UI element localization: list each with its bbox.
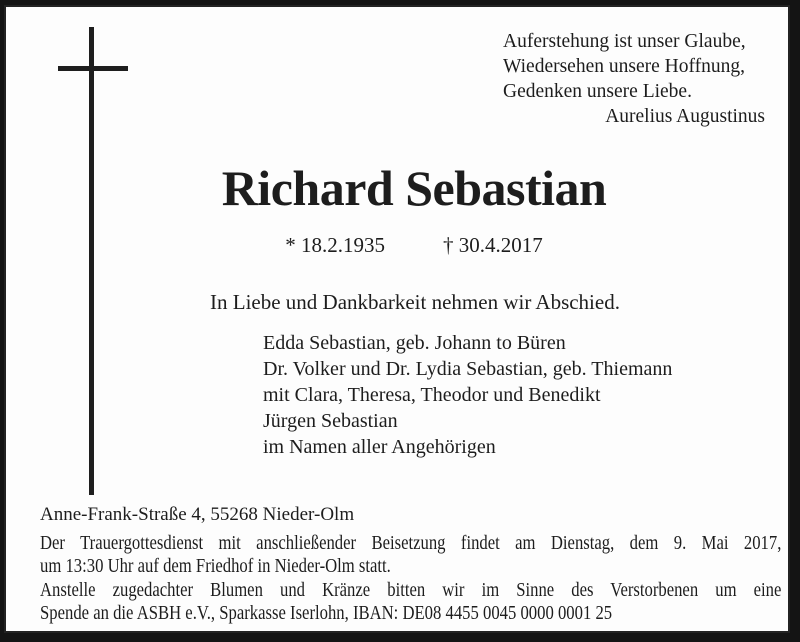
mourner-line: mit Clara, Theresa, Theodor und Benedikt — [263, 384, 601, 406]
mourner-line: Jürgen Sebastian — [263, 410, 398, 432]
donation-info-line: Anstelle zugedachter Blumen und Kränze bitten wir im Sinne des Verstorbenen um eine — [40, 579, 782, 601]
life-dates — [34, 233, 794, 258]
birth-date: * 18.2.1935 — [285, 233, 385, 257]
farewell-line: In Liebe und Dankbarkeit nehmen wir Abschied. — [210, 290, 620, 314]
mourner-line: im Namen aller Angehörigen — [263, 436, 496, 458]
donation-info-paragraph — [40, 579, 781, 625]
quote-line: Gedenken unsere Liebe. — [503, 81, 692, 102]
service-info-line: um 13:30 Uhr auf dem Friedhof in Nieder-Olm statt. — [40, 555, 391, 577]
cross-icon-vertical-bar — [89, 27, 94, 495]
mourners-list — [263, 330, 672, 460]
mourner-line: Dr. Volker und Dr. Lydia Sebastian, geb. Thiemann — [263, 358, 673, 380]
obituary-notice-card — [4, 5, 790, 633]
deceased-name: Richard Sebastian — [221, 160, 607, 216]
address-line: Anne-Frank-Straße 4, 55268 Nieder-Olm — [40, 504, 355, 525]
epitaph-quote — [503, 29, 765, 129]
donation-info-line: Spende an die ASBH e.V., Sparkasse Iserlohn, IBAN: DE08 4455 0045 0000 0001 25 — [40, 602, 613, 624]
death-date: † 30.4.2017 — [443, 233, 543, 257]
quote-attribution: Aurelius Augustinus — [605, 106, 765, 127]
mourner-line: Edda Sebastian, geb. Johann to Büren — [263, 332, 566, 354]
quote-line: Wiedersehen unsere Hoffnung, — [503, 56, 745, 77]
quote-line: Auferstehung ist unser Glaube, — [503, 31, 746, 52]
cross-icon-horizontal-bar — [58, 66, 128, 71]
service-info-paragraph — [40, 532, 781, 578]
service-info-line: Der Trauergottesdienst mit anschließender Beisetzung findet am Dienstag, dem 9. Mai 2017, — [40, 532, 782, 554]
